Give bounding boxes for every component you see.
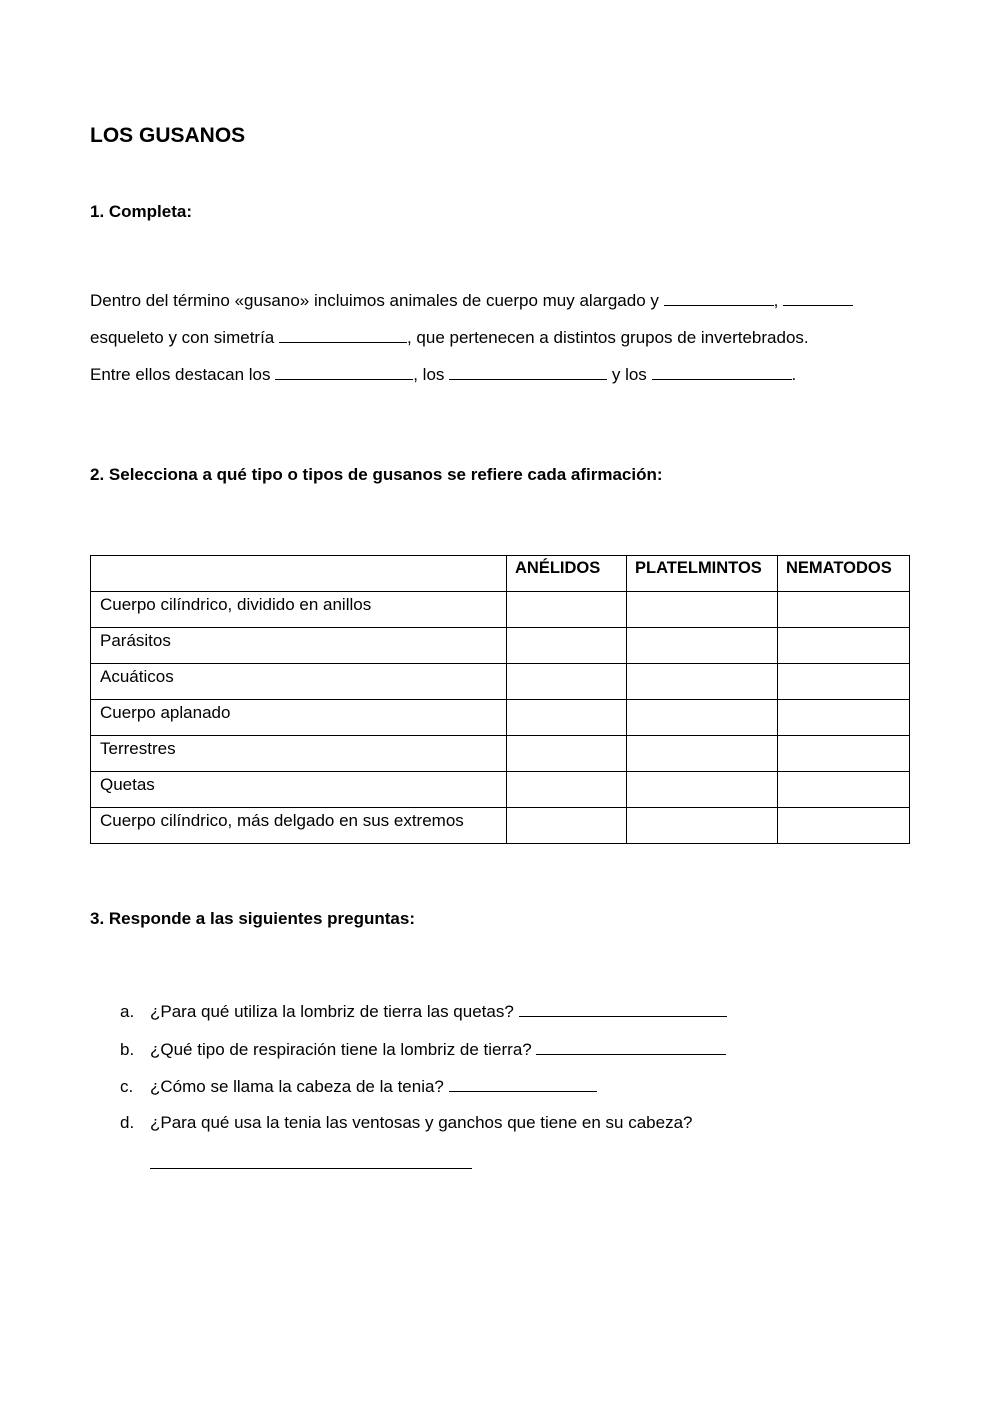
table-row	[91, 664, 910, 700]
answer-cell[interactable]	[627, 700, 778, 736]
question-letter: a.	[120, 1002, 135, 1021]
table-row	[91, 808, 910, 844]
question-d	[120, 1113, 692, 1133]
answer-cell[interactable]	[778, 664, 910, 700]
fill-blank[interactable]	[449, 364, 607, 380]
section-2-heading: 2. Selecciona a qué tipo o tipos de gusanos se refiere cada afirmación:	[90, 465, 663, 484]
column-header-nematodos: NEMATODOS	[778, 556, 910, 592]
answer-blank[interactable]	[449, 1076, 597, 1092]
table-row	[91, 736, 910, 772]
answer-cell[interactable]	[507, 772, 627, 808]
column-header-anelidos: ANÉLIDOS	[507, 556, 627, 592]
fill-line-2	[90, 327, 809, 348]
answer-cell[interactable]	[507, 736, 627, 772]
row-label: Terrestres	[91, 736, 507, 772]
answer-cell[interactable]	[507, 664, 627, 700]
answer-cell[interactable]	[627, 592, 778, 628]
answer-cell[interactable]	[507, 700, 627, 736]
fill-text: .	[791, 365, 797, 384]
table-row	[91, 628, 910, 664]
row-label: Cuerpo aplanado	[91, 700, 507, 736]
question-b	[120, 1039, 726, 1060]
answer-cell[interactable]	[778, 628, 910, 664]
table-header-row	[91, 556, 910, 592]
answer-cell[interactable]	[627, 664, 778, 700]
table-row	[91, 592, 910, 628]
fill-text: ,	[773, 291, 784, 310]
row-label: Cuerpo cilíndrico, dividido en anillos	[91, 592, 507, 628]
fill-text: Entre ellos destacan los	[90, 365, 276, 384]
answer-cell[interactable]	[507, 808, 627, 844]
answer-blank-d[interactable]	[150, 1152, 472, 1169]
fill-blank[interactable]	[279, 327, 407, 343]
answer-cell[interactable]	[778, 700, 910, 736]
question-text: ¿Para qué utiliza la lombriz de tierra las quetas?	[150, 1002, 519, 1021]
answer-cell[interactable]	[778, 736, 910, 772]
fill-text: esqueleto y con simetría	[90, 328, 279, 347]
question-text: ¿Para qué usa la tenia las ventosas y ganchos que tiene en su cabeza?	[150, 1113, 693, 1132]
row-label: Cuerpo cilíndrico, más delgado en sus extremos	[91, 808, 507, 844]
answer-blank[interactable]	[536, 1039, 726, 1055]
answer-cell[interactable]	[627, 736, 778, 772]
answer-cell[interactable]	[507, 592, 627, 628]
row-label: Acuáticos	[91, 664, 507, 700]
question-text: ¿Cómo se llama la cabeza de la tenia?	[150, 1077, 449, 1096]
answer-cell[interactable]	[507, 628, 627, 664]
question-c	[120, 1076, 597, 1097]
answer-cell[interactable]	[778, 592, 910, 628]
answer-blank[interactable]	[519, 1001, 727, 1017]
table-row	[91, 772, 910, 808]
page-title: LOS GUSANOS	[90, 124, 246, 147]
row-label: Quetas	[91, 772, 507, 808]
fill-blank[interactable]	[783, 290, 853, 306]
fill-line-1	[90, 290, 853, 311]
question-letter: b.	[120, 1040, 135, 1059]
question-a	[120, 1001, 727, 1022]
answer-cell[interactable]	[627, 628, 778, 664]
fill-text: , los	[413, 365, 450, 384]
column-header	[91, 556, 507, 592]
section-3-heading: 3. Responde a las siguientes preguntas:	[90, 909, 415, 928]
column-header-platelmintos: PLATELMINTOS	[627, 556, 778, 592]
answer-cell[interactable]	[778, 808, 910, 844]
fill-blank[interactable]	[664, 290, 774, 306]
fill-line-3	[90, 364, 796, 385]
fill-text: Dentro del término «gusano» incluimos animales de cuerpo muy alargado y	[90, 291, 664, 310]
question-letter: d.	[120, 1113, 135, 1132]
question-letter: c.	[120, 1077, 134, 1096]
section-1-heading: 1. Completa:	[90, 202, 193, 221]
answer-cell[interactable]	[627, 772, 778, 808]
question-text: ¿Qué tipo de respiración tiene la lombriz de tierra?	[150, 1040, 537, 1059]
answer-cell[interactable]	[778, 772, 910, 808]
fill-blank[interactable]	[652, 364, 792, 380]
row-label: Parásitos	[91, 628, 507, 664]
table-row	[91, 700, 910, 736]
fill-text: , que pertenecen a distintos grupos de invertebrados.	[406, 328, 809, 347]
fill-text: y los	[607, 365, 652, 384]
worm-classification-table	[90, 555, 910, 844]
answer-cell[interactable]	[627, 808, 778, 844]
fill-blank[interactable]	[275, 364, 413, 380]
